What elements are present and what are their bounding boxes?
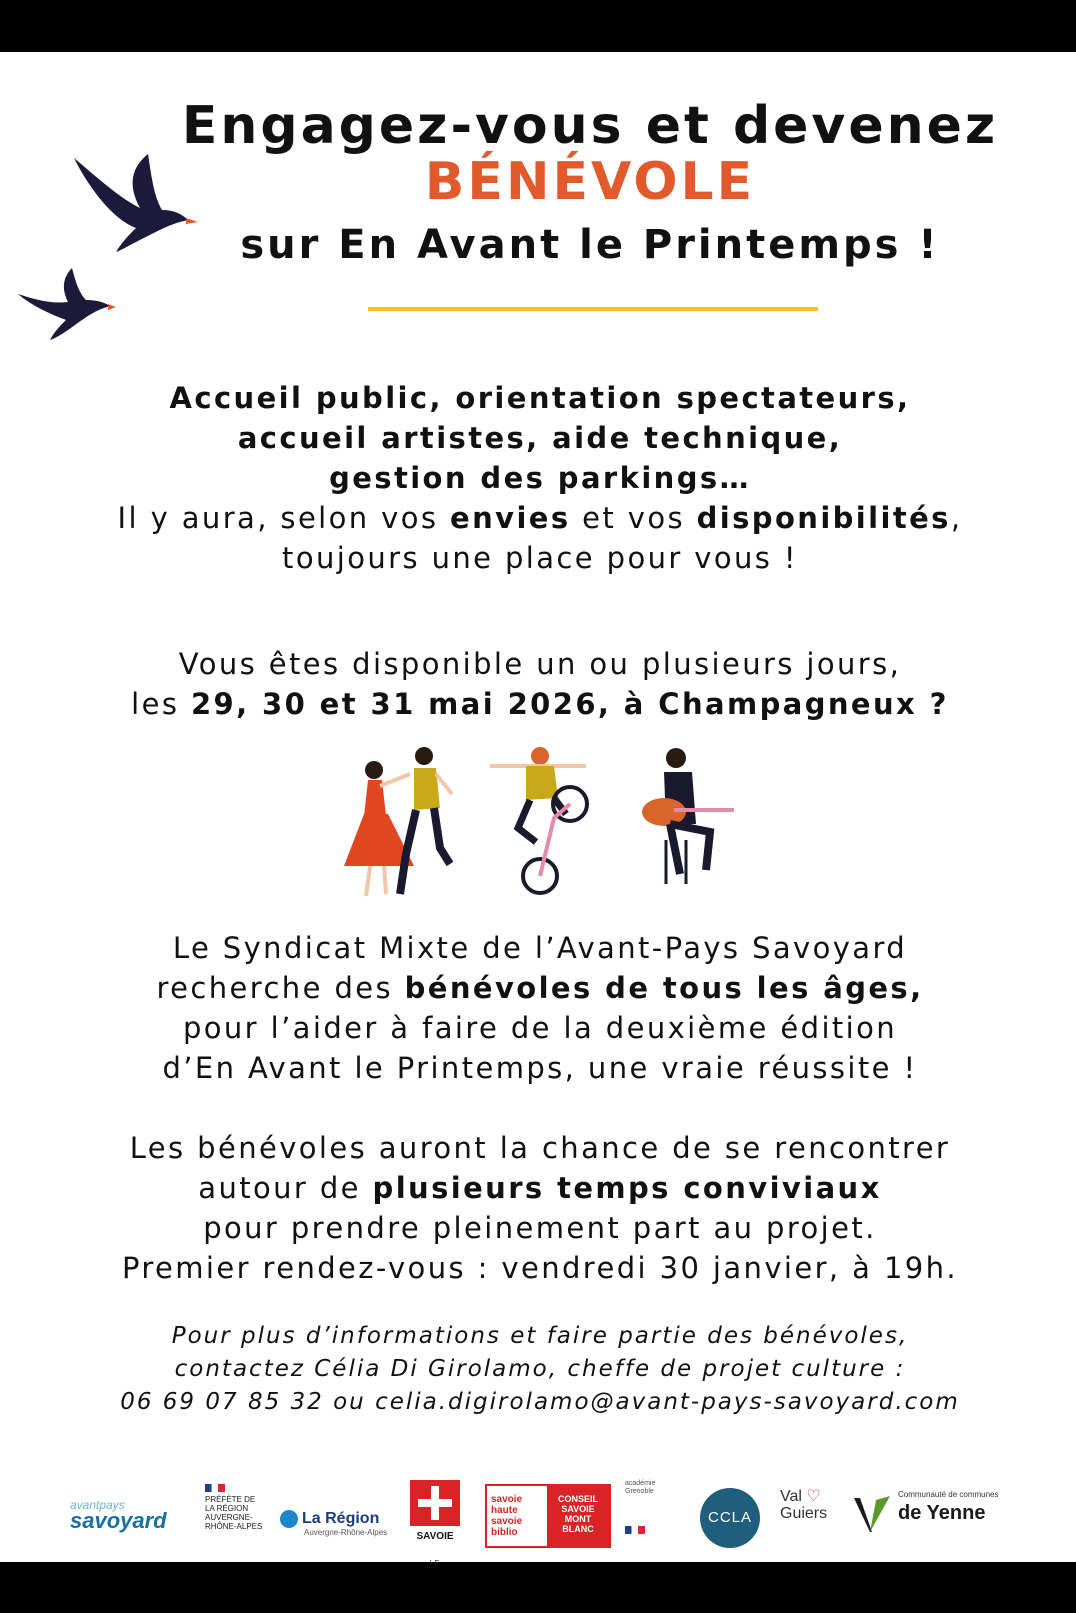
headline-line3: sur En Avant le Printemps ! [240,222,940,268]
roles-line: Accueil public, orientation spectateurs, [169,381,911,415]
logo-text: SAVOIE [416,1531,454,1542]
dancing-couple-icon [344,747,452,896]
logo-text: académie Grenoble [625,1480,656,1495]
logo-text: CONSEIL SAVOIE MONT BLANC [547,1486,609,1546]
text-run: autour de [198,1171,373,1205]
bottom-bar [0,1562,1076,1613]
syndicat-line [40,968,1040,1008]
savoie-biblio-logo [485,1484,611,1548]
heart-icon: ♡ [806,1488,821,1505]
convivial-line: Premier rendez-vous : vendredi 30 janvier, à 19h. [121,1251,959,1285]
guitarist-icon [642,748,734,884]
text-run: plusieurs temps conviviaux [372,1171,882,1205]
logo-text: Communauté de communes [898,1490,999,1499]
french-flag-icon [205,1484,225,1492]
logo-text: savoyard [70,1508,167,1533]
performers-illustration [340,744,760,934]
text-run: recherche des [156,971,405,1005]
poster [0,52,1076,1562]
text-run: , [950,501,963,535]
text-run: envies [450,501,571,535]
roles-line: gestion des parkings… [329,461,751,495]
text-run: Il y aura, selon vos [117,501,451,535]
dates-line [40,684,1040,724]
roles-paragraph [40,378,1040,578]
text-run: 29, 30 et 31 mai 2026, à Champagneux ? [190,687,949,721]
prefecture-logo [205,1484,265,1531]
logo-text: Auvergne-Rhône-Alpes [304,1528,388,1538]
convivial-line: pour prendre pleinement part au projet. [203,1211,877,1245]
roles-line: accueil artistes, aide technique, [237,421,843,455]
savoie-cross-icon [410,1480,460,1526]
logo-text: Guiers [780,1505,828,1522]
text-run: et vos [570,501,697,535]
region-mark-icon [280,1510,298,1528]
yenne-leaf-icon [850,1492,894,1536]
contact-line: contactez Célia Di Girolamo, cheffe de projet culture : [174,1356,906,1382]
syndicat-paragraph [40,928,1040,1088]
convivial-line [40,1168,1040,1208]
partner-logos [60,1480,1020,1555]
swallow-icon [16,266,116,344]
dates-line: Vous êtes disponible un ou plusieurs jours, [178,647,902,681]
roles-line: toujours une place pour vous ! [282,541,798,575]
ccla-logo: CCLA [700,1488,760,1548]
unicycle-rider-icon [490,747,587,893]
headline-line1: Engagez-vous et devenez [181,96,999,156]
convivial-paragraph [40,1128,1040,1288]
syndicat-line: Le Syndicat Mixte de l’Avant-Pays Savoyard [172,931,908,965]
divider [368,307,818,311]
avant-pays-savoyard-logo [70,1498,180,1534]
logo-text: PRÉFÈTE DE LA RÉGION AUVERGNE-RHÔNE-ALPES [205,1495,263,1531]
roles-line [40,498,1040,538]
contact-paragraph [40,1320,1040,1419]
logo-text: La Région [302,1510,380,1528]
logo-text: avantpays [70,1498,125,1512]
dates-paragraph [40,644,1040,724]
text-run: les [131,687,191,721]
headline-benevole: BÉNÉVOLE [424,152,756,212]
logo-text: de Yenne [898,1502,986,1524]
region-logo [280,1510,387,1537]
logo-text: savoie haute savoie biblio [491,1494,523,1538]
syndicat-line: d’En Avant le Printemps, une vraie réussite ! [162,1051,918,1085]
syndicat-line: pour l’aider à faire de la deuxième édition [182,1011,898,1045]
logo-text: Val [780,1488,802,1505]
val-guiers-logo [780,1488,827,1522]
contact-line: 06 69 07 85 32 ou celia.digirolamo@avant-pays-savoyard.com [120,1389,960,1415]
contact-line: Pour plus d’informations et faire partie des bénévoles, [171,1323,909,1349]
text-run: bénévoles de tous les âges, [404,971,924,1005]
text-run: disponibilités [696,501,951,535]
convivial-line: Les bénévoles auront la chance de se rencontrer [129,1131,951,1165]
academie-logo [625,1480,685,1537]
savoie-departement-logo [400,1480,470,1574]
french-flag-icon [625,1526,645,1534]
